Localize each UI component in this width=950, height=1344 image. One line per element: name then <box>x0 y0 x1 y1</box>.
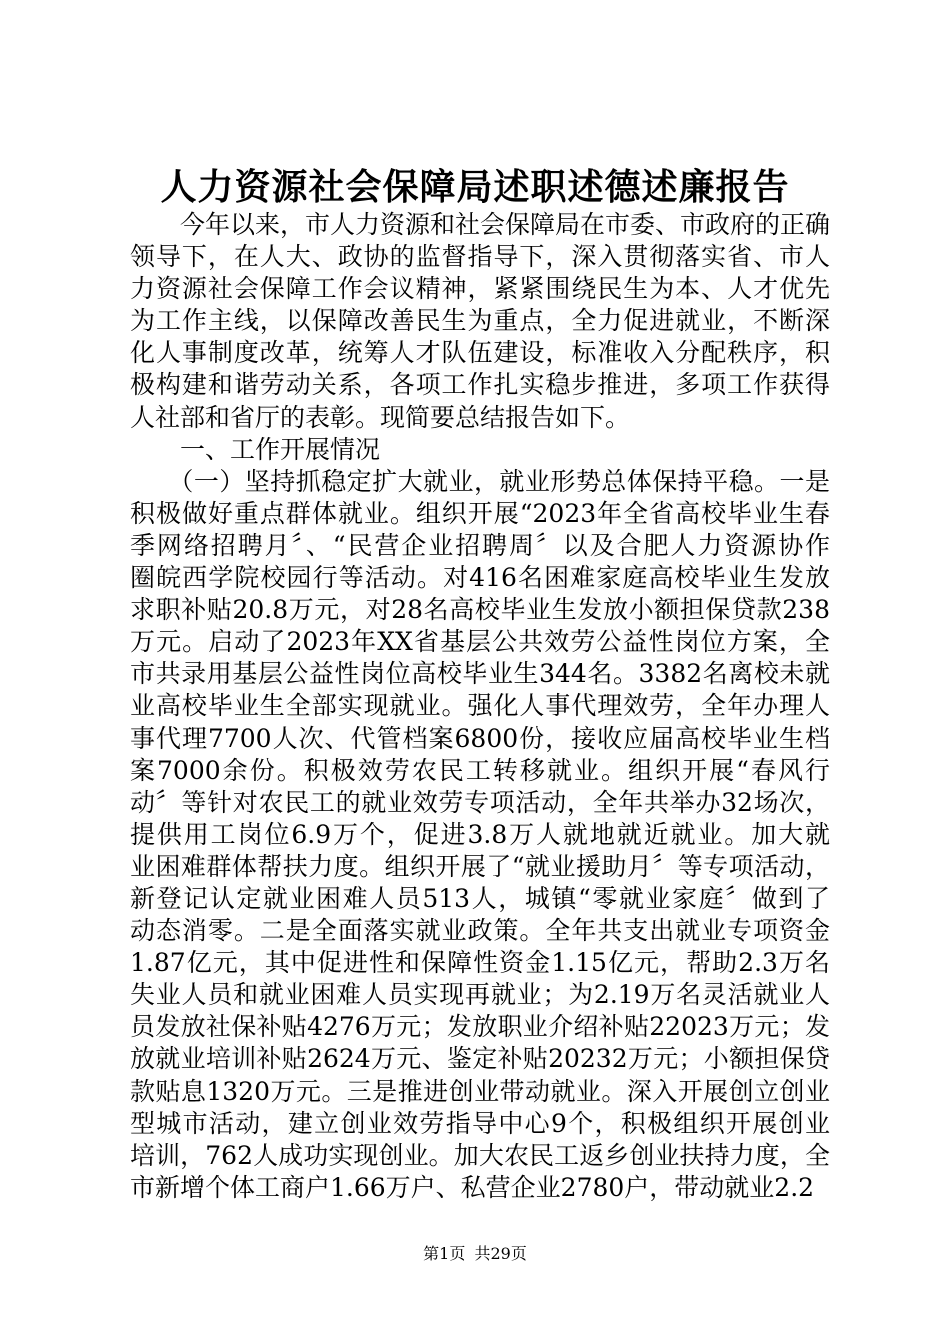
page-total: 共29页 <box>474 1244 527 1263</box>
text-line: 求职补贴20.8万元，对28名高校毕业生发放小额担保贷款238 <box>130 595 830 625</box>
text-line: 员发放社保补贴4276万元；发放职业介绍补贴22023万元；发 <box>130 1012 830 1042</box>
document-title: 人力资源社会保障局述职述德述廉报告 <box>160 166 790 208</box>
text-line: 款贴息1320万元。三是推进创业带动就业。深入开展创立创业 <box>130 1076 830 1106</box>
text-line: 极构建和谐劳动关系，各项工作扎实稳步推进，多项工作获得 <box>130 370 830 400</box>
text-line: 积极做好重点群体就业。组织开展“2023年全省高校毕业生春 <box>130 498 830 528</box>
text-line: 型城市活动，建立创业效劳指导中心9个，积极组织开展创业 <box>130 1108 830 1138</box>
text-line: 领导下，在人大、政协的监督指导下，深入贯彻落实省、市人 <box>130 242 830 272</box>
text-line: 力资源社会保障工作会议精神，紧紧围绕民生为本、人才优先 <box>130 274 830 304</box>
text-line: 失业人员和就业困难人员实现再就业；为2.19万名灵活就业人 <box>130 980 830 1010</box>
page-footer <box>0 1243 950 1265</box>
text-line: 圈皖西学院校园行等活动。对416名困难家庭高校毕业生发放 <box>130 563 830 593</box>
text-line: 事代理7700人次、代管档案6800份，接收应届高校毕业生档 <box>130 723 830 753</box>
text-line: 培训，762人成功实现创业。加大农民工返乡创业扶持力度，全 <box>130 1140 830 1170</box>
text-line: 动态消零。二是全面落实就业政策。全年共支出就业专项资金 <box>130 916 830 946</box>
text-line: （一）坚持抓稳定扩大就业，就业形势总体保持平稳。一是 <box>130 466 830 496</box>
text-line: 1.87亿元，其中促进性和保障性资金1.15亿元，帮助2.3万名 <box>130 948 830 978</box>
text-line: 今年以来，市人力资源和社会保障局在市委、市政府的正确 <box>130 210 831 239</box>
text-line: 化人事制度改革，统筹人才队伍建设，标准收入分配秩序，积 <box>130 338 830 368</box>
text-line: 动〞等针对农民工的就业效劳专项活动，全年共举办32场次， <box>130 787 830 817</box>
text-line: 提供用工岗位6.9万个，促进3.8万人就地就近就业。加大就 <box>130 819 830 849</box>
text-line: 人社部和省厅的表彰。现简要总结报告如下。 <box>130 402 631 432</box>
text-line: 为工作主线，以保障改善民生为重点，全力促进就业，不断深 <box>130 306 830 336</box>
text-line: 市新增个体工商户1.66万户、私营企业2780户，带动就业2.2 <box>130 1172 815 1202</box>
text-line: 万元。启动了2023年XX省基层公共效劳公益性岗位方案，全 <box>130 627 830 657</box>
page-number: 第1页 <box>423 1244 466 1263</box>
text-line: 案7000余份。积极效劳农民工转移就业。组织开展“春风行 <box>130 755 830 785</box>
document-body <box>130 209 830 1204</box>
text-line: 业高校毕业生全部实现就业。强化人事代理效劳，全年办理人 <box>130 691 830 721</box>
text-line: 市共录用基层公益性岗位高校毕业生344名。3382名离校未就 <box>130 659 830 689</box>
text-line: 新登记认定就业困难人员513人，城镇“零就业家庭〞做到了 <box>130 883 830 913</box>
text-line: 放就业培训补贴2624万元、鉴定补贴20232万元；小额担保贷 <box>130 1044 830 1074</box>
text-line: 一、工作开展情况 <box>130 434 381 464</box>
text-line: 业困难群体帮扶力度。组织开展了“就业援助月〞等专项活动， <box>130 851 830 881</box>
text-line: 季网络招聘月〞、“民营企业招聘周〞以及合肥人力资源协作 <box>130 530 830 560</box>
